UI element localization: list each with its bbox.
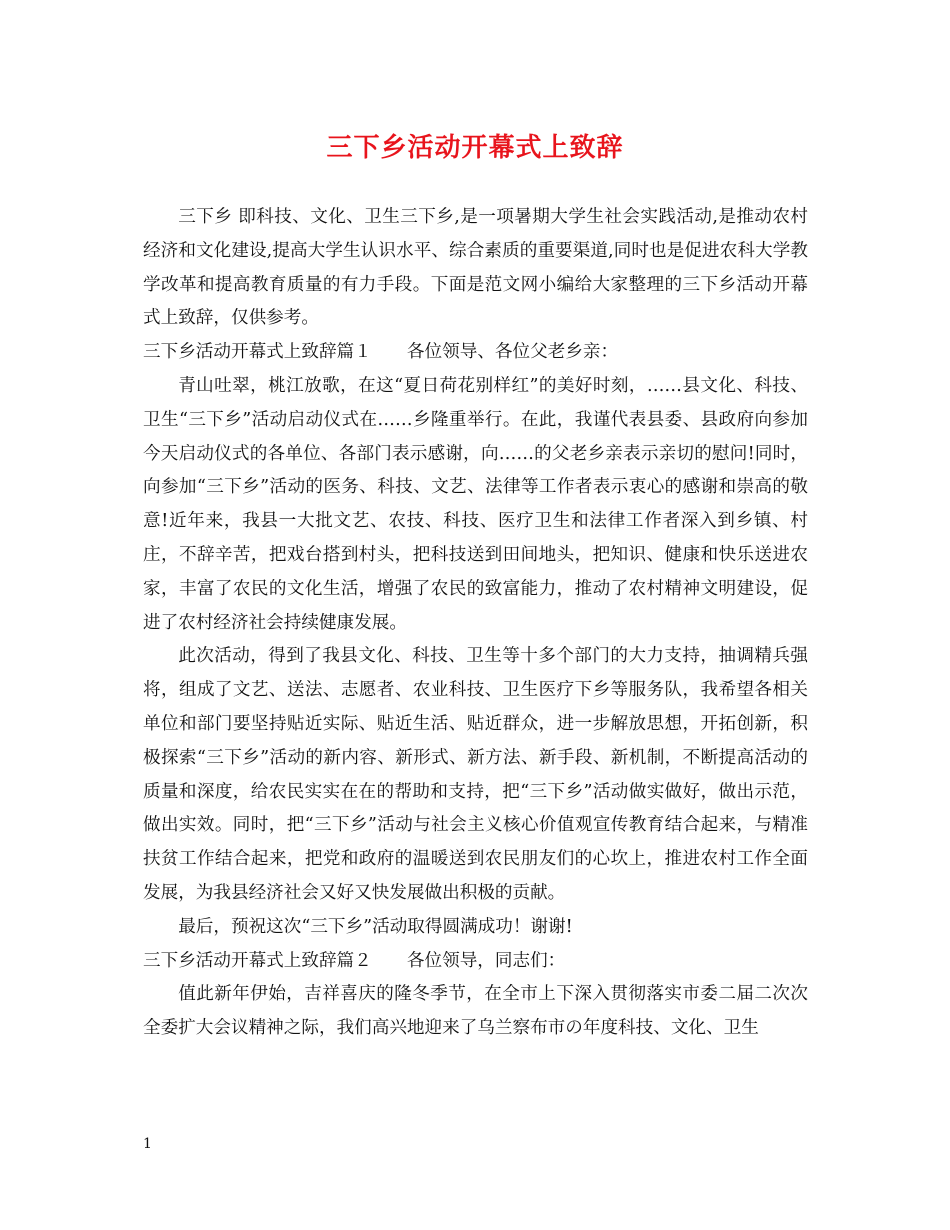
- body-paragraph: 值此新年伊始，吉祥喜庆的隆冬季节，在全市上下深入贯彻落实市委二届二次次全委扩大会议精神之际，我们高兴地迎来了乌兰察布市の年度科技、文化、卫生: [143, 984, 808, 1039]
- closing-paragraph: 最后，预祝这次“三下乡”活动取得圆满成功！谢谢!: [178, 916, 573, 937]
- document-body: [143, 201, 808, 1046]
- body-paragraph: 青山吐翠，桃江放歌，在这“夏日荷花别样红”的美好时刻，……县文化、科技、卫生“三下乡”活动启动仪式在……乡隆重举行。在此，我谨代表县委、县政府向参加今天启动仪式的各单位、各部门表示感谢，向……的父老乡亲表示亲切的慰问!同时，向参加“三下乡”活动的医务、科技、文艺、法律等工作者表示衷心的感谢和崇高的敬意!近年来，我县一大批文艺、农技、科技、医疗卫生和法律工作者深入到乡镇、村庄，不辞辛苦，把戏台搭到村头，把科技送到田间地头，把知识、健康和快乐送进农家，丰富了农民的文化生活，增强了农民的致富能力，推动了农村精神文明建设，促进了农村经济社会持续健康发展。: [143, 375, 808, 633]
- page-number: 1: [143, 1136, 152, 1152]
- section-heading-1: 三下乡活动开幕式上致辞篇１ 各位领导、各位父老乡亲：: [143, 342, 619, 363]
- document-title: 三下乡活动开幕式上致辞: [326, 133, 624, 163]
- body-paragraph: 此次活动，得到了我县文化、科技、卫生等十多个部门的大力支持，抽调精兵强将，组成了文艺、送法、志愿者、农业科技、卫生医疗下乡等服务队，我希望各相关单位和部门要坚持贴近实际、贴近生活、贴近群众，进一步解放思想，开拓创新，积极探索“三下乡”活动的新内容、新形式、新方法、新手段、新机制，不断提高活动的质量和深度，给农民实实在在的帮助和支持，把“三下乡”活动做实做好，做出示范，做出实效。同时，把“三下乡”活动与社会主义核心价值观宣传教育结合起来，与精准扶贫工作结合起来，把党和政府的温暖送到农民朋友们的心坎上，推进农村工作全面发展，为我县经济社会又好又快发展做出积极的贡献。: [143, 646, 808, 903]
- intro-paragraph: 三下乡 即科技、文化、卫生三下乡,是一项暑期大学生社会实践活动,是推动农村经济和文化建设,提高大学生认识水平、综合素质的重要渠道,同时也是促进农科大学教学改革和提高教育质量的有力手段。下面是范文网小编给大家整理的三下乡活动开幕式上致辞，仅供参考。: [143, 207, 808, 329]
- section-heading-2: 三下乡活动开幕式上致辞篇２ 各位领导，同志们：: [143, 950, 566, 971]
